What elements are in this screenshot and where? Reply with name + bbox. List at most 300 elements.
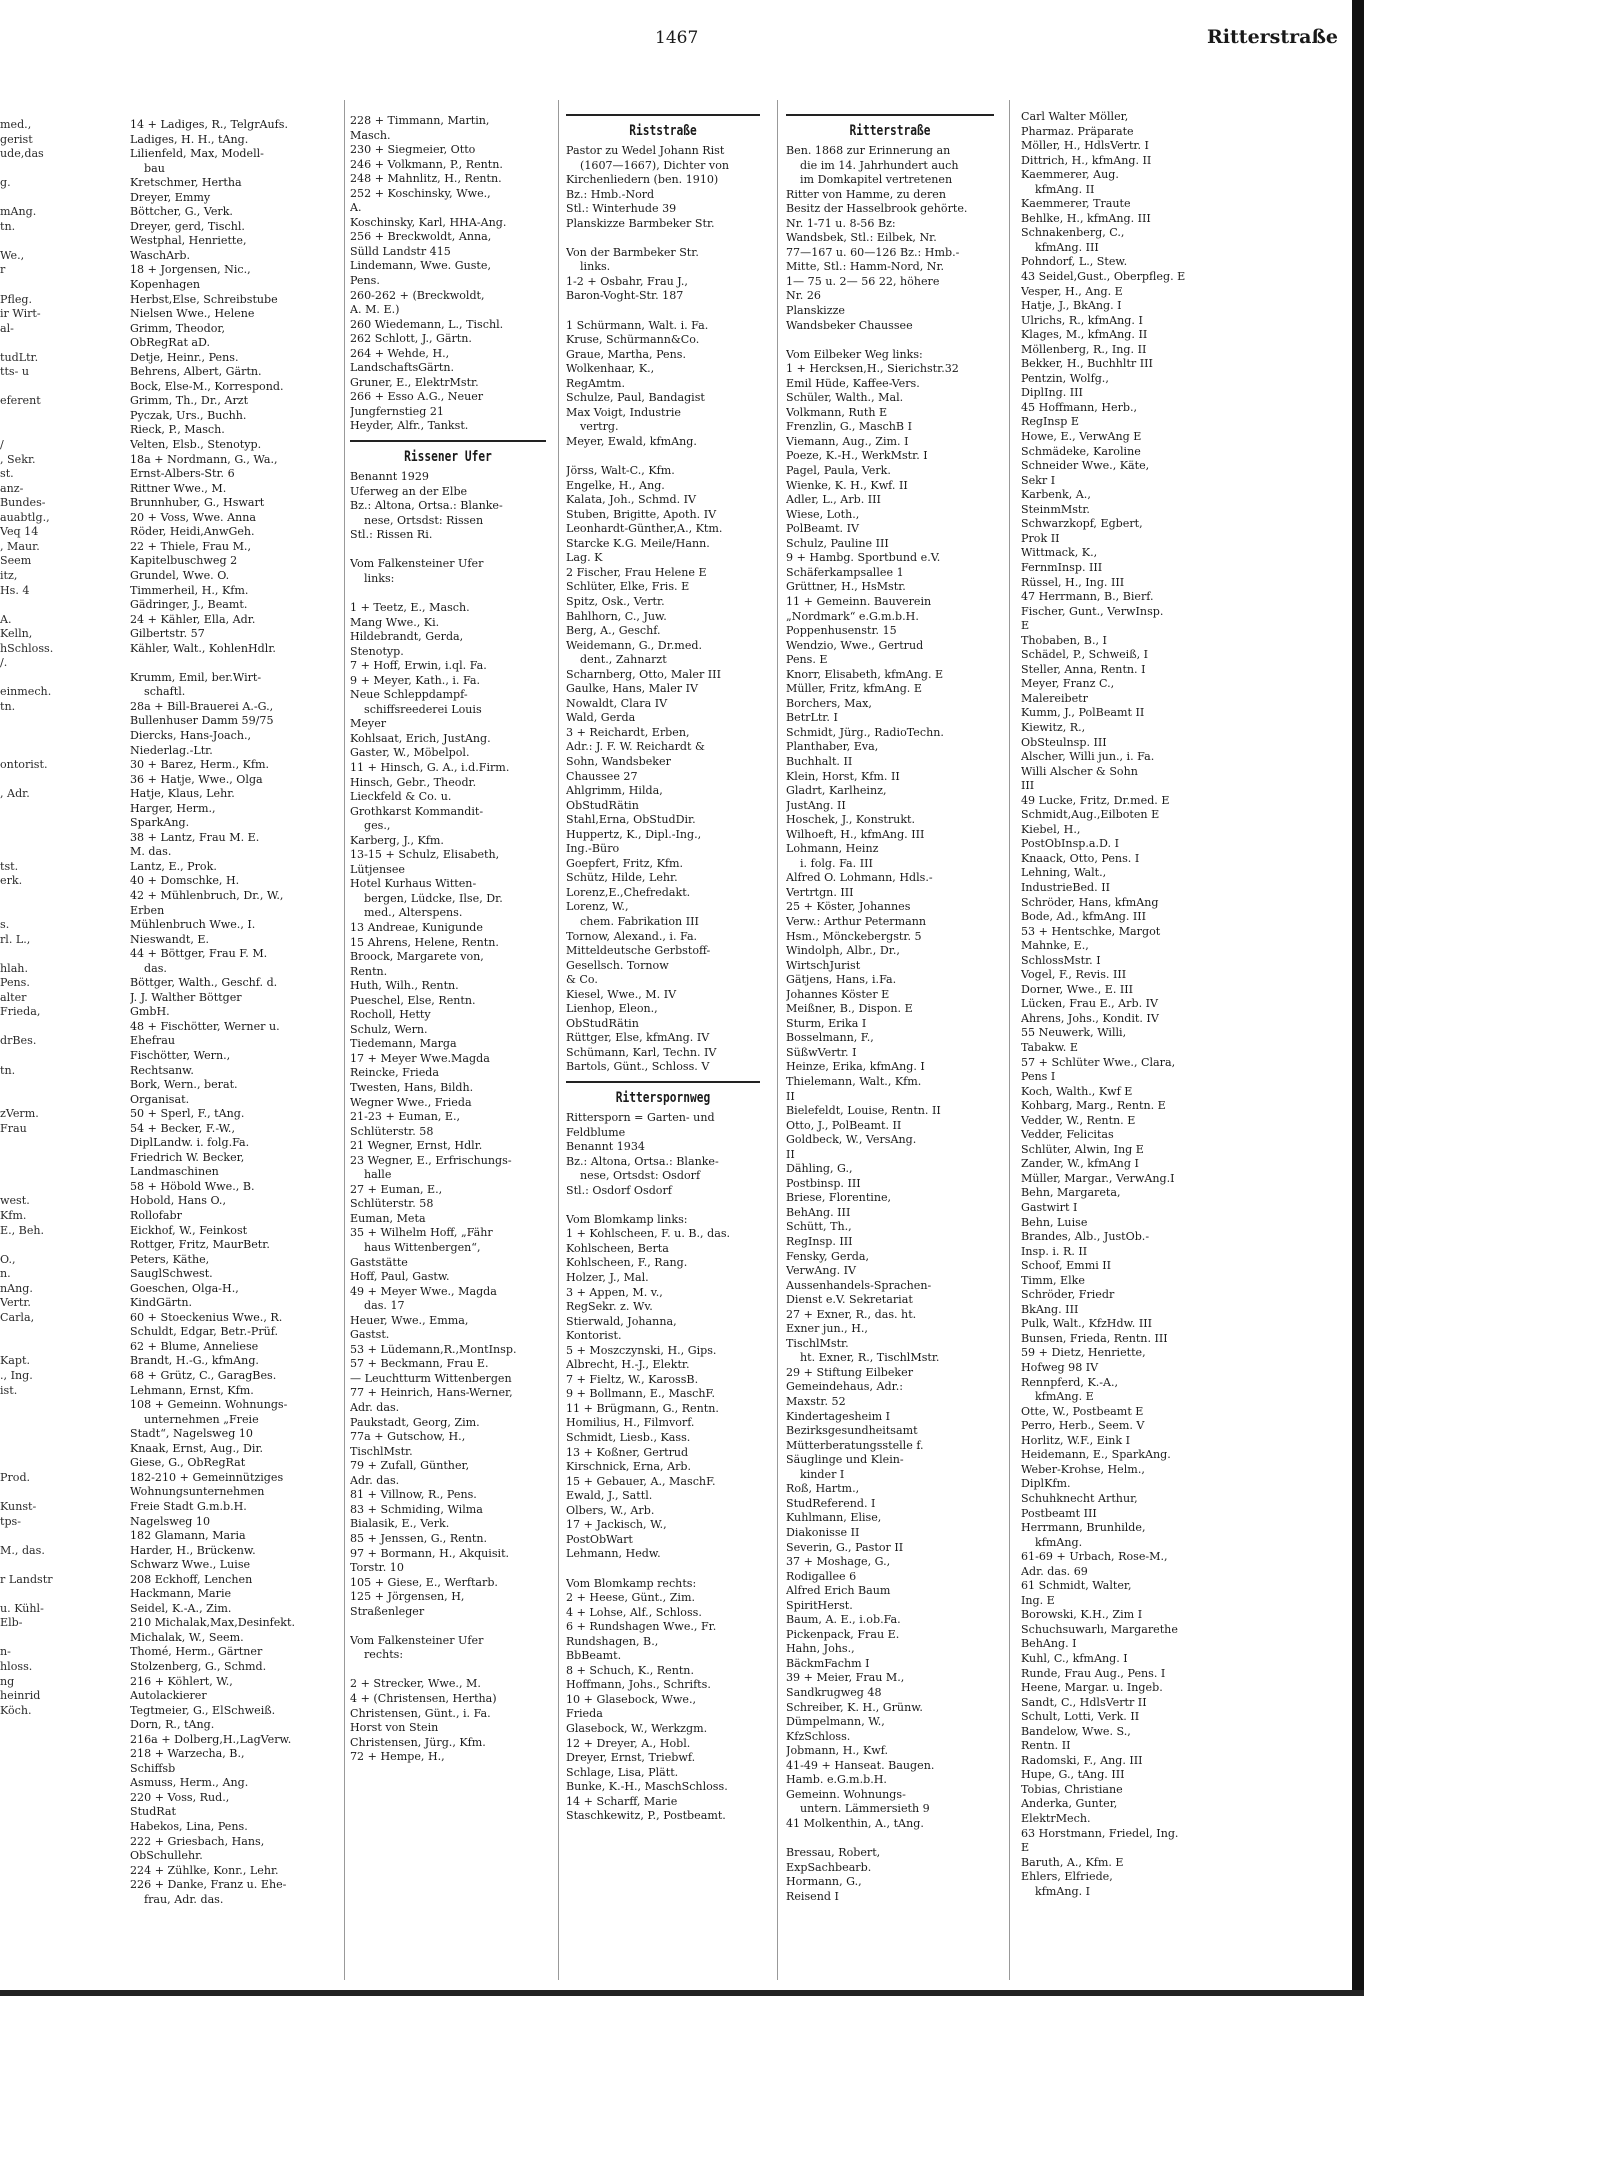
directory-line: SauglSchwest. [130, 1267, 213, 1281]
directory-line: We., [0, 248, 25, 262]
directory-line: Meyer [350, 717, 387, 731]
directory-line: Lehning, Walt., [1021, 866, 1107, 880]
directory-line: 1 + Teetz, E., Masch. [350, 600, 470, 614]
directory-line: Schuhknecht Arthur, [1021, 1491, 1138, 1505]
column-3 [566, 108, 760, 1824]
directory-line: Pens. [0, 976, 30, 990]
directory-line: 13 Andreae, Kunigunde [350, 920, 483, 934]
directory-line: 15 Ahrens, Helene, Rentn. [350, 935, 499, 949]
directory-line: GmbH. [130, 1005, 170, 1019]
directory-line: Brandes, Alb., JustOb.- [1021, 1230, 1150, 1244]
directory-line: Kiebel, H., [1021, 822, 1081, 836]
directory-line: Bz.: Hmb.-Nord [566, 187, 655, 201]
directory-line: Kohbarg, Marg., Rentn. E [1021, 1099, 1166, 1113]
directory-line: Sohn, Wandsbeker [566, 754, 671, 768]
directory-line: Bressau, Robert, [786, 1845, 881, 1859]
directory-line: Chaussee 27 [566, 769, 638, 783]
directory-line: 9 + Meyer, Kath., i. Fa. [350, 673, 481, 687]
directory-line: Planskizze Barmbeker Str. [566, 216, 715, 230]
directory-line: Brunnhuber, G., Hswart [130, 496, 265, 510]
directory-line: Gilbertstr. 57 [130, 627, 205, 641]
directory-line: Dreyer, Ernst, Triebwf. [566, 1751, 696, 1765]
directory-line: 264 + Wehde, H., [350, 346, 450, 360]
directory-line: 4 + (Christensen, Hertha) [350, 1691, 497, 1705]
directory-line: PolBeamt. IV [786, 522, 859, 536]
directory-line: Thobaben, B., I [1021, 633, 1107, 647]
directory-line: schiffsreederei Louis [364, 702, 482, 716]
directory-line: 81 + Villnow, R., Pens. [350, 1488, 477, 1502]
directory-line: Borchers, Max, [786, 696, 872, 710]
directory-line: Rentn. II [1021, 1739, 1071, 1753]
directory-line: Dähling, G., [786, 1162, 853, 1176]
column-5 [1021, 110, 1233, 1899]
directory-line: /. [0, 656, 8, 670]
directory-line [0, 1049, 125, 1064]
directory-line: Meißner, B., Dispon. E [786, 1002, 913, 1016]
directory-line: Bandelow, Wwe. S., [1021, 1724, 1131, 1738]
directory-line [0, 1238, 125, 1253]
directory-line: halle [364, 1168, 392, 1182]
directory-line: Pickenpack, Frau E. [786, 1627, 900, 1641]
directory-line: Schoof, Emmi II [1021, 1259, 1112, 1273]
directory-line: 5 + Moszczynski, H., Gips. [566, 1343, 717, 1357]
directory-line: Stl.: Rissen Ri. [350, 528, 433, 542]
directory-line: Heyder, Alfr., Tankst. [350, 419, 469, 433]
directory-line: Huth, Wilh., Rentn. [350, 979, 459, 993]
directory-line: 230 + Siegmeier, Otto [350, 143, 476, 157]
directory-line: 27 + Exner, R., das. ht. [786, 1307, 917, 1321]
directory-line: itz, [0, 568, 18, 582]
directory-line: 15 + Gebauer, A., MaschF. [566, 1474, 716, 1488]
directory-line: Tegtmeier, G., ElSchweiß. [130, 1703, 276, 1717]
column-2 [350, 114, 546, 1765]
directory-line: erk. [0, 874, 23, 888]
directory-line: Schmidt, Jürg., RadioTechn. [786, 725, 944, 739]
directory-line [0, 947, 125, 962]
directory-line: Tiedemann, Marga [350, 1037, 457, 1051]
directory-line: ist. [0, 1383, 18, 1397]
directory-line: Dorner, Wwe., E. III [1021, 982, 1134, 996]
directory-line [0, 1413, 125, 1428]
directory-line: nese, Ortsdst: Osdorf [580, 1169, 701, 1183]
directory-line: 11 + Brügmann, G., Rentn. [566, 1401, 719, 1415]
directory-line: Rodigallee 6 [786, 1569, 857, 1583]
directory-line: vertrg. [580, 420, 619, 434]
directory-line: Berg, A., Geschf. [566, 624, 661, 638]
directory-line: Emil Hüde, Kaffee-Vers. [786, 376, 920, 390]
directory-line: Karberg, J., Kfm. [350, 833, 444, 847]
directory-line [0, 904, 125, 919]
heading-rule [350, 440, 546, 442]
directory-line: E., Beh. [0, 1223, 45, 1237]
directory-line: Wohnungsunternehmen [130, 1485, 265, 1499]
directory-line: Dienst e.V. Sekretariat [786, 1293, 913, 1307]
directory-line: Euman, Meta [350, 1211, 426, 1225]
directory-line: Velten, Elsb., Stenotyp. [130, 438, 262, 452]
directory-line: Schäferkampsallee 1 [786, 565, 904, 579]
directory-line: Wilhoeft, H., kfmAng. III [786, 827, 925, 841]
directory-line: frau, Adr. das. [144, 1892, 224, 1906]
directory-line: dent., Zahnarzt [580, 653, 667, 667]
directory-line: Viemann, Aug., Zim. I [786, 434, 909, 448]
directory-line [0, 1529, 125, 1544]
directory-line: 7 + Fieltz, W., KarossB. [566, 1372, 699, 1386]
directory-line [0, 162, 125, 177]
directory-line: Seem [0, 554, 32, 568]
directory-line: links: [364, 571, 395, 585]
directory-line [566, 231, 760, 246]
directory-line: Pfleg. [0, 292, 33, 306]
directory-line: Goeschen, Olga-H., [130, 1281, 239, 1295]
directory-line: 25 + Köster, Johannes [786, 900, 911, 914]
directory-line: west. [0, 1194, 30, 1208]
directory-line: 8 + Schuch, K., Rentn. [566, 1663, 694, 1677]
directory-line: Schulze, Paul, Bandagist [566, 391, 705, 405]
directory-line: Rollofabr [130, 1209, 182, 1223]
directory-line [786, 333, 994, 348]
directory-line: Bahlhorn, C., Juw. [566, 609, 667, 623]
directory-line: hlah. [0, 961, 28, 975]
directory-line: Schreiber, K. H., Grünw. [786, 1700, 923, 1714]
directory-line: Aussenhandels-Sprachen- [786, 1278, 932, 1292]
directory-line: Knaak, Ernst, Aug., Dir. [130, 1441, 264, 1455]
directory-line [0, 671, 125, 686]
directory-line: 43 Seidel,Gust., Oberpfleg. E [1021, 270, 1186, 284]
directory-line: 216a + Dolberg,H.,LagVerw. [130, 1732, 292, 1746]
directory-line: 260 Wiedemann, L., Tischl. [350, 317, 504, 331]
directory-line: RegInsp E [1021, 415, 1079, 429]
directory-line: Böttcher, G., Verk. [130, 205, 233, 219]
directory-line: 9 + Bollmann, E., MaschF. [566, 1387, 716, 1401]
directory-line [0, 409, 125, 424]
directory-line [0, 729, 125, 744]
directory-line: Wolkenhaar, K., [566, 362, 655, 376]
directory-line: Kapitelbuschweg 2 [130, 554, 238, 568]
directory-line: O., [0, 1252, 16, 1266]
directory-line: Friedrich W. Becker, [130, 1150, 245, 1164]
street-heading: Ritterstraße [849, 123, 931, 139]
directory-line: 23 Wegner, E., Erfrischungs- [350, 1153, 512, 1167]
directory-line [0, 1093, 125, 1108]
directory-line: Seidel, K.-A., Zim. [130, 1601, 232, 1615]
directory-line: Schmädeke, Karoline [1021, 444, 1141, 458]
directory-line: Bunke, K.-H., MaschSchloss. [566, 1780, 728, 1794]
directory-line: Timm, Elke [1021, 1273, 1085, 1287]
directory-line: im Domkapitel vertretenen [800, 173, 953, 187]
directory-line: 18 + Jorgensen, Nic., [130, 263, 251, 277]
directory-line: Behn, Margareta, [1021, 1186, 1121, 1200]
directory-line: & Co. [566, 973, 598, 987]
directory-line: 1 + Hercksen,H., Sierichstr.32 [786, 362, 959, 376]
directory-line: BbBeamt. [566, 1649, 622, 1663]
directory-line: Veq 14 [0, 525, 39, 539]
directory-line: StudReferend. I [786, 1496, 876, 1510]
directory-line: Kruse, Schürmann&Co. [566, 333, 700, 347]
directory-line: 11 + Hinsch, G. A., i.d.Firm. [350, 760, 510, 774]
directory-line [0, 1442, 125, 1457]
directory-line: M. das. [130, 845, 172, 859]
directory-line: einmech. [0, 685, 52, 699]
directory-line: Bunsen, Frieda, Rentn. III [1021, 1331, 1168, 1345]
directory-line: Hsm., Mönckebergstr. 5 [786, 929, 922, 943]
directory-line: Koschinsky, Karl, HHA-Ang. [350, 215, 507, 229]
directory-line: st. [0, 467, 14, 481]
directory-line: 9 + Hambg. Sportbund e.V. [786, 551, 941, 565]
directory-line: Lorenz, W., [566, 900, 629, 914]
directory-line: ht. Exner, R., TischlMstr. [800, 1351, 940, 1365]
directory-line: Pueschel, Else, Rentn. [350, 993, 476, 1007]
directory-line: Holzer, J., Mal. [566, 1271, 649, 1285]
directory-line: Sekr I [1021, 473, 1056, 487]
directory-line: 68 + Grütz, C., GaragBes. [130, 1369, 277, 1383]
directory-line: i. folg. Fa. III [800, 856, 873, 870]
directory-line: Dümpelmann, W., [786, 1715, 885, 1729]
directory-line: 83 + Schmiding, Wilma [350, 1502, 483, 1516]
directory-line: Harder, H., Brückenw. [130, 1543, 256, 1557]
directory-line: Baruth, A., Kfm. E [1021, 1855, 1124, 1869]
directory-line: 182-210 + Gemeinnütziges [130, 1470, 284, 1484]
directory-line: Engelke, H., Ang. [566, 478, 665, 492]
directory-line: Von der Barmbeker Str. [566, 245, 699, 259]
directory-line: Nagelsweg 10 [130, 1514, 211, 1528]
directory-line: Besitz der Hasselbrook gehörte. [786, 202, 968, 216]
directory-line: , Sekr. [0, 452, 36, 466]
directory-line: Kuhl, C., kfmAng. I [1021, 1651, 1128, 1665]
directory-line: Verw.: Arthur Petermann [786, 914, 927, 928]
directory-line: Severin, G., Pastor II [786, 1540, 904, 1554]
directory-line [0, 1427, 125, 1442]
directory-line: 105 + Giese, E., Werftarb. [350, 1575, 498, 1589]
directory-line: 48 + Fischötter, Werner u. [130, 1019, 280, 1033]
directory-line: 28a + Bill-Brauerei A.-G., [130, 699, 274, 713]
directory-line [0, 1151, 125, 1166]
directory-line: Schlüterstr. 58 [350, 1197, 434, 1211]
directory-line: 246 + Volkmann, P., Rentn. [350, 157, 503, 171]
directory-line: E [1021, 619, 1030, 633]
directory-line: II [786, 1147, 795, 1161]
directory-line: Baum, A. E., i.ob.Fa. [786, 1613, 901, 1627]
directory-line: Rüttger, Else, kfmAng. IV [566, 1031, 710, 1045]
directory-line: Niederlag.-Ltr. [130, 743, 213, 757]
directory-line: ., Ing. [0, 1369, 33, 1383]
directory-line: II [786, 1089, 795, 1103]
directory-line: J. J. Walther Böttger [130, 990, 242, 1004]
directory-line: Müller, Margar., VerwAng.I [1021, 1171, 1175, 1185]
directory-line: Detje, Heinr., Pens. [130, 350, 239, 364]
directory-line: Rittner Wwe., M. [130, 481, 227, 495]
directory-line: Christensen, Jürg., Kfm. [350, 1735, 486, 1749]
scan-bottom-edge [0, 1990, 1364, 1996]
directory-line: Rittersporn = Garten- und [566, 1111, 715, 1124]
directory-line: Heinze, Erika, kfmAng. I [786, 1060, 925, 1074]
directory-line: Baron-Voght-Str. 187 [566, 289, 684, 303]
directory-line: tst. [0, 859, 19, 873]
directory-line: 125 + Jörgensen, H, [350, 1590, 465, 1604]
directory-line: Schuldt, Edgar, Betr.-Prüf. [130, 1325, 278, 1339]
directory-line: unternehmen „Freie [144, 1412, 259, 1426]
directory-line: Pens. E [786, 653, 828, 667]
directory-line: Westphal, Henriette, [130, 234, 247, 248]
directory-line: ir Wirt- [0, 307, 41, 321]
directory-line: BehAng. I [1021, 1637, 1077, 1651]
directory-line [0, 889, 125, 904]
directory-line: 182 Glamann, Maria [130, 1529, 246, 1543]
directory-line: StudRat [130, 1805, 176, 1819]
directory-line: Schlüterstr. 58 [350, 1124, 434, 1138]
directory-line: Hamb. e.G.m.b.H. [786, 1773, 887, 1787]
directory-line: Thomé, Herm., Gärtner [130, 1645, 263, 1659]
directory-line: Kiesel, Wwe., M. IV [566, 987, 677, 1001]
directory-line: 54 + Becker, F.-W., [130, 1121, 235, 1135]
directory-line: 108 + Gemeinn. Wohnungs- [130, 1398, 288, 1412]
directory-line: 35 + Wilhelm Hoff, „Fähr [350, 1226, 493, 1240]
directory-line: Hoschek, J., Konstrukt. [786, 813, 916, 827]
directory-line [0, 1020, 125, 1035]
directory-line: 262 Schlott, J., Gärtn. [350, 332, 472, 346]
directory-line: Lilienfeld, Max, Modell- [130, 147, 264, 161]
directory-line: Lorenz,E.,Chefredakt. [566, 885, 691, 899]
directory-line: Tornow, Alexand., i. Fa. [566, 929, 698, 943]
directory-line: WaschArb. [130, 248, 191, 262]
directory-line: Sturm, Erika I [786, 1016, 867, 1030]
directory-line: Schulz, Pauline III [786, 536, 889, 550]
directory-line [0, 336, 125, 351]
street-heading: Ritterspornweg [615, 1090, 711, 1106]
directory-line: 1 + Kohlscheen, F. u. B., das. [566, 1227, 731, 1241]
directory-line: KindGärtn. [130, 1296, 192, 1310]
directory-line: Ing. E [1021, 1593, 1055, 1607]
directory-line: Bialasik, E., Verk. [350, 1517, 450, 1531]
directory-line: Spitz, Osk., Vertr. [566, 594, 665, 608]
directory-line: Brandt, H.-G., kfmAng. [130, 1354, 259, 1368]
directory-line: BäckmFachm I [786, 1656, 870, 1670]
directory-line: kfmAng. III [1035, 240, 1099, 254]
directory-line [350, 586, 546, 601]
directory-line: Bock, Else-M., Korrespond. [130, 379, 284, 393]
column-divider [344, 100, 345, 1980]
directory-line: Willi Alscher & Sohn [1021, 764, 1138, 778]
directory-line: Stuben, Brigitte, Apoth. IV [566, 507, 717, 521]
directory-line: 57 + Beckmann, Frau E. [350, 1357, 489, 1371]
directory-line: Frau [0, 1121, 27, 1135]
directory-line: 210 Michalak,Max,Desinfekt. [130, 1616, 295, 1630]
directory-line: Krumm, Emil, ber.Wirt- [130, 670, 262, 684]
directory-line: Christensen, Günt., i. Fa. [350, 1706, 491, 1720]
directory-line: Kaemmerer, Traute [1021, 197, 1131, 211]
directory-line [0, 1180, 125, 1195]
directory-line: Paukstadt, Georg, Zim. [350, 1415, 480, 1429]
directory-line: Huppertz, K., Dipl.-Ing., [566, 827, 702, 841]
directory-line: Zander, W., kfmAng I [1021, 1157, 1139, 1171]
street-heading: Riststraße [629, 123, 697, 139]
directory-line: Gaststätte [350, 1255, 408, 1269]
directory-line: Prod. [0, 1470, 31, 1484]
directory-line: Vedder, W., Rentn. E [1021, 1113, 1136, 1127]
directory-line [786, 1831, 994, 1846]
directory-line: — Leuchtturm Wittenbergen [350, 1371, 512, 1385]
directory-line: WirtschJurist [786, 958, 861, 972]
directory-line: ng [0, 1674, 15, 1688]
directory-line: Grimm, Theodor, [130, 321, 225, 335]
directory-line: Vedder, Felicitas [1021, 1128, 1114, 1142]
column-divider [777, 100, 778, 1980]
directory-line: Behrens, Albert, Gärtn. [130, 365, 262, 379]
directory-line: Kalata, Joh., Schmd. IV [566, 493, 697, 507]
directory-line [350, 1663, 546, 1678]
directory-line: Fensky, Gerda, [786, 1249, 870, 1263]
directory-line: ObRegRat aD. [130, 336, 211, 350]
directory-line: 11 + Gemeinn. Bauverein [786, 594, 932, 608]
directory-line [0, 744, 125, 759]
directory-line: Otto, J., PolBeamt. II [786, 1118, 902, 1132]
directory-line: Mitteldeutsche Gerbstoff- [566, 944, 711, 958]
directory-line: Ahrens, Johs., Kondit. IV [1021, 1011, 1159, 1025]
directory-line: Wittmack, K., [1021, 546, 1098, 560]
directory-line: 1— 75 u. 2— 56 22, höhere [786, 274, 940, 288]
directory-line: 1 Schürmann, Walt. i. Fa. [566, 318, 709, 332]
directory-line: Lehmann, Hedw. [566, 1547, 661, 1561]
directory-line: 3 + Appen, M. v., [566, 1285, 663, 1299]
directory-line: Jörss, Walt-C., Kfm. [566, 464, 675, 478]
directory-line: 6 + Rundshagen Wwe., Fr. [566, 1620, 717, 1634]
directory-line: Schuchsuwarlı, Margarethe [1021, 1622, 1178, 1636]
directory-line: Mang Wwe., Ki. [350, 615, 440, 629]
directory-line: 36 + Hatje, Wwe., Olga [130, 772, 263, 786]
directory-line: Sandkrugweg 48 [786, 1685, 882, 1699]
directory-line: Ehlers, Elfriede, [1021, 1870, 1113, 1884]
directory-line: Olbers, W., Arb. [566, 1503, 655, 1517]
directory-line: Schmidt,Aug.,Eilboten E [1021, 808, 1160, 822]
directory-line: Kohlscheen, F., Rang. [566, 1256, 688, 1270]
directory-line: Schümann, Karl, Techn. IV [566, 1045, 717, 1059]
directory-line: 18a + Nordmann, G., Wa., [130, 452, 278, 466]
directory-line: Masch. [350, 128, 391, 142]
directory-line: Ernst-Albers-Str. 6 [130, 467, 235, 481]
directory-line: Goepfert, Fritz, Kfm. [566, 856, 684, 870]
directory-line [0, 1456, 125, 1471]
page-number: 1467 [655, 28, 699, 48]
directory-line: Bode, Ad., kfmAng. III [1021, 910, 1147, 924]
directory-line: bau [144, 161, 165, 175]
directory-line: Hahn, Johs., [786, 1642, 855, 1656]
directory-line: Mitte, Stl.: Hamm-Nord, Nr. [786, 260, 945, 274]
directory-line: Albrecht, H.-J., Elektr. [566, 1358, 690, 1372]
column-1 [130, 118, 338, 1907]
directory-line: SchlossMstr. I [1021, 953, 1101, 967]
directory-line: 45 Hoffmann, Herb., [1021, 400, 1138, 414]
directory-line: 72 + Hempe, H., [350, 1750, 445, 1764]
directory-line: 49 + Meyer Wwe., Magda [350, 1284, 497, 1298]
directory-line: Schlüter, Elke, Fris. E [566, 580, 690, 594]
directory-line: ObSteulnsp. III [1021, 735, 1107, 749]
directory-line: links. [580, 260, 611, 274]
directory-line [0, 423, 125, 438]
directory-line: Stolzenberg, G., Schmd. [130, 1659, 267, 1673]
directory-line: Poppenhusenstr. 15 [786, 624, 897, 638]
directory-line: Schneider Wwe., Käte, [1021, 459, 1150, 473]
directory-line: 44 + Böttger, Frau F. M. [130, 947, 268, 961]
directory-line: Möller, H., HdlsVertr. I [1021, 139, 1149, 153]
directory-line: die im 14. Jahrhundert auch [800, 158, 959, 172]
directory-line [0, 278, 125, 293]
directory-line: Heuer, Wwe., Emma, [350, 1313, 469, 1327]
directory-line: Kretschmer, Hertha [130, 176, 242, 190]
directory-line: Weber-Krohse, Helm., [1021, 1462, 1145, 1476]
directory-line [0, 845, 125, 860]
directory-line: Schwarzkopf, Egbert, [1021, 517, 1143, 531]
directory-line: Glasebock, W., Werkzgm. [566, 1721, 708, 1735]
directory-line: Diakonisse II [786, 1525, 860, 1539]
